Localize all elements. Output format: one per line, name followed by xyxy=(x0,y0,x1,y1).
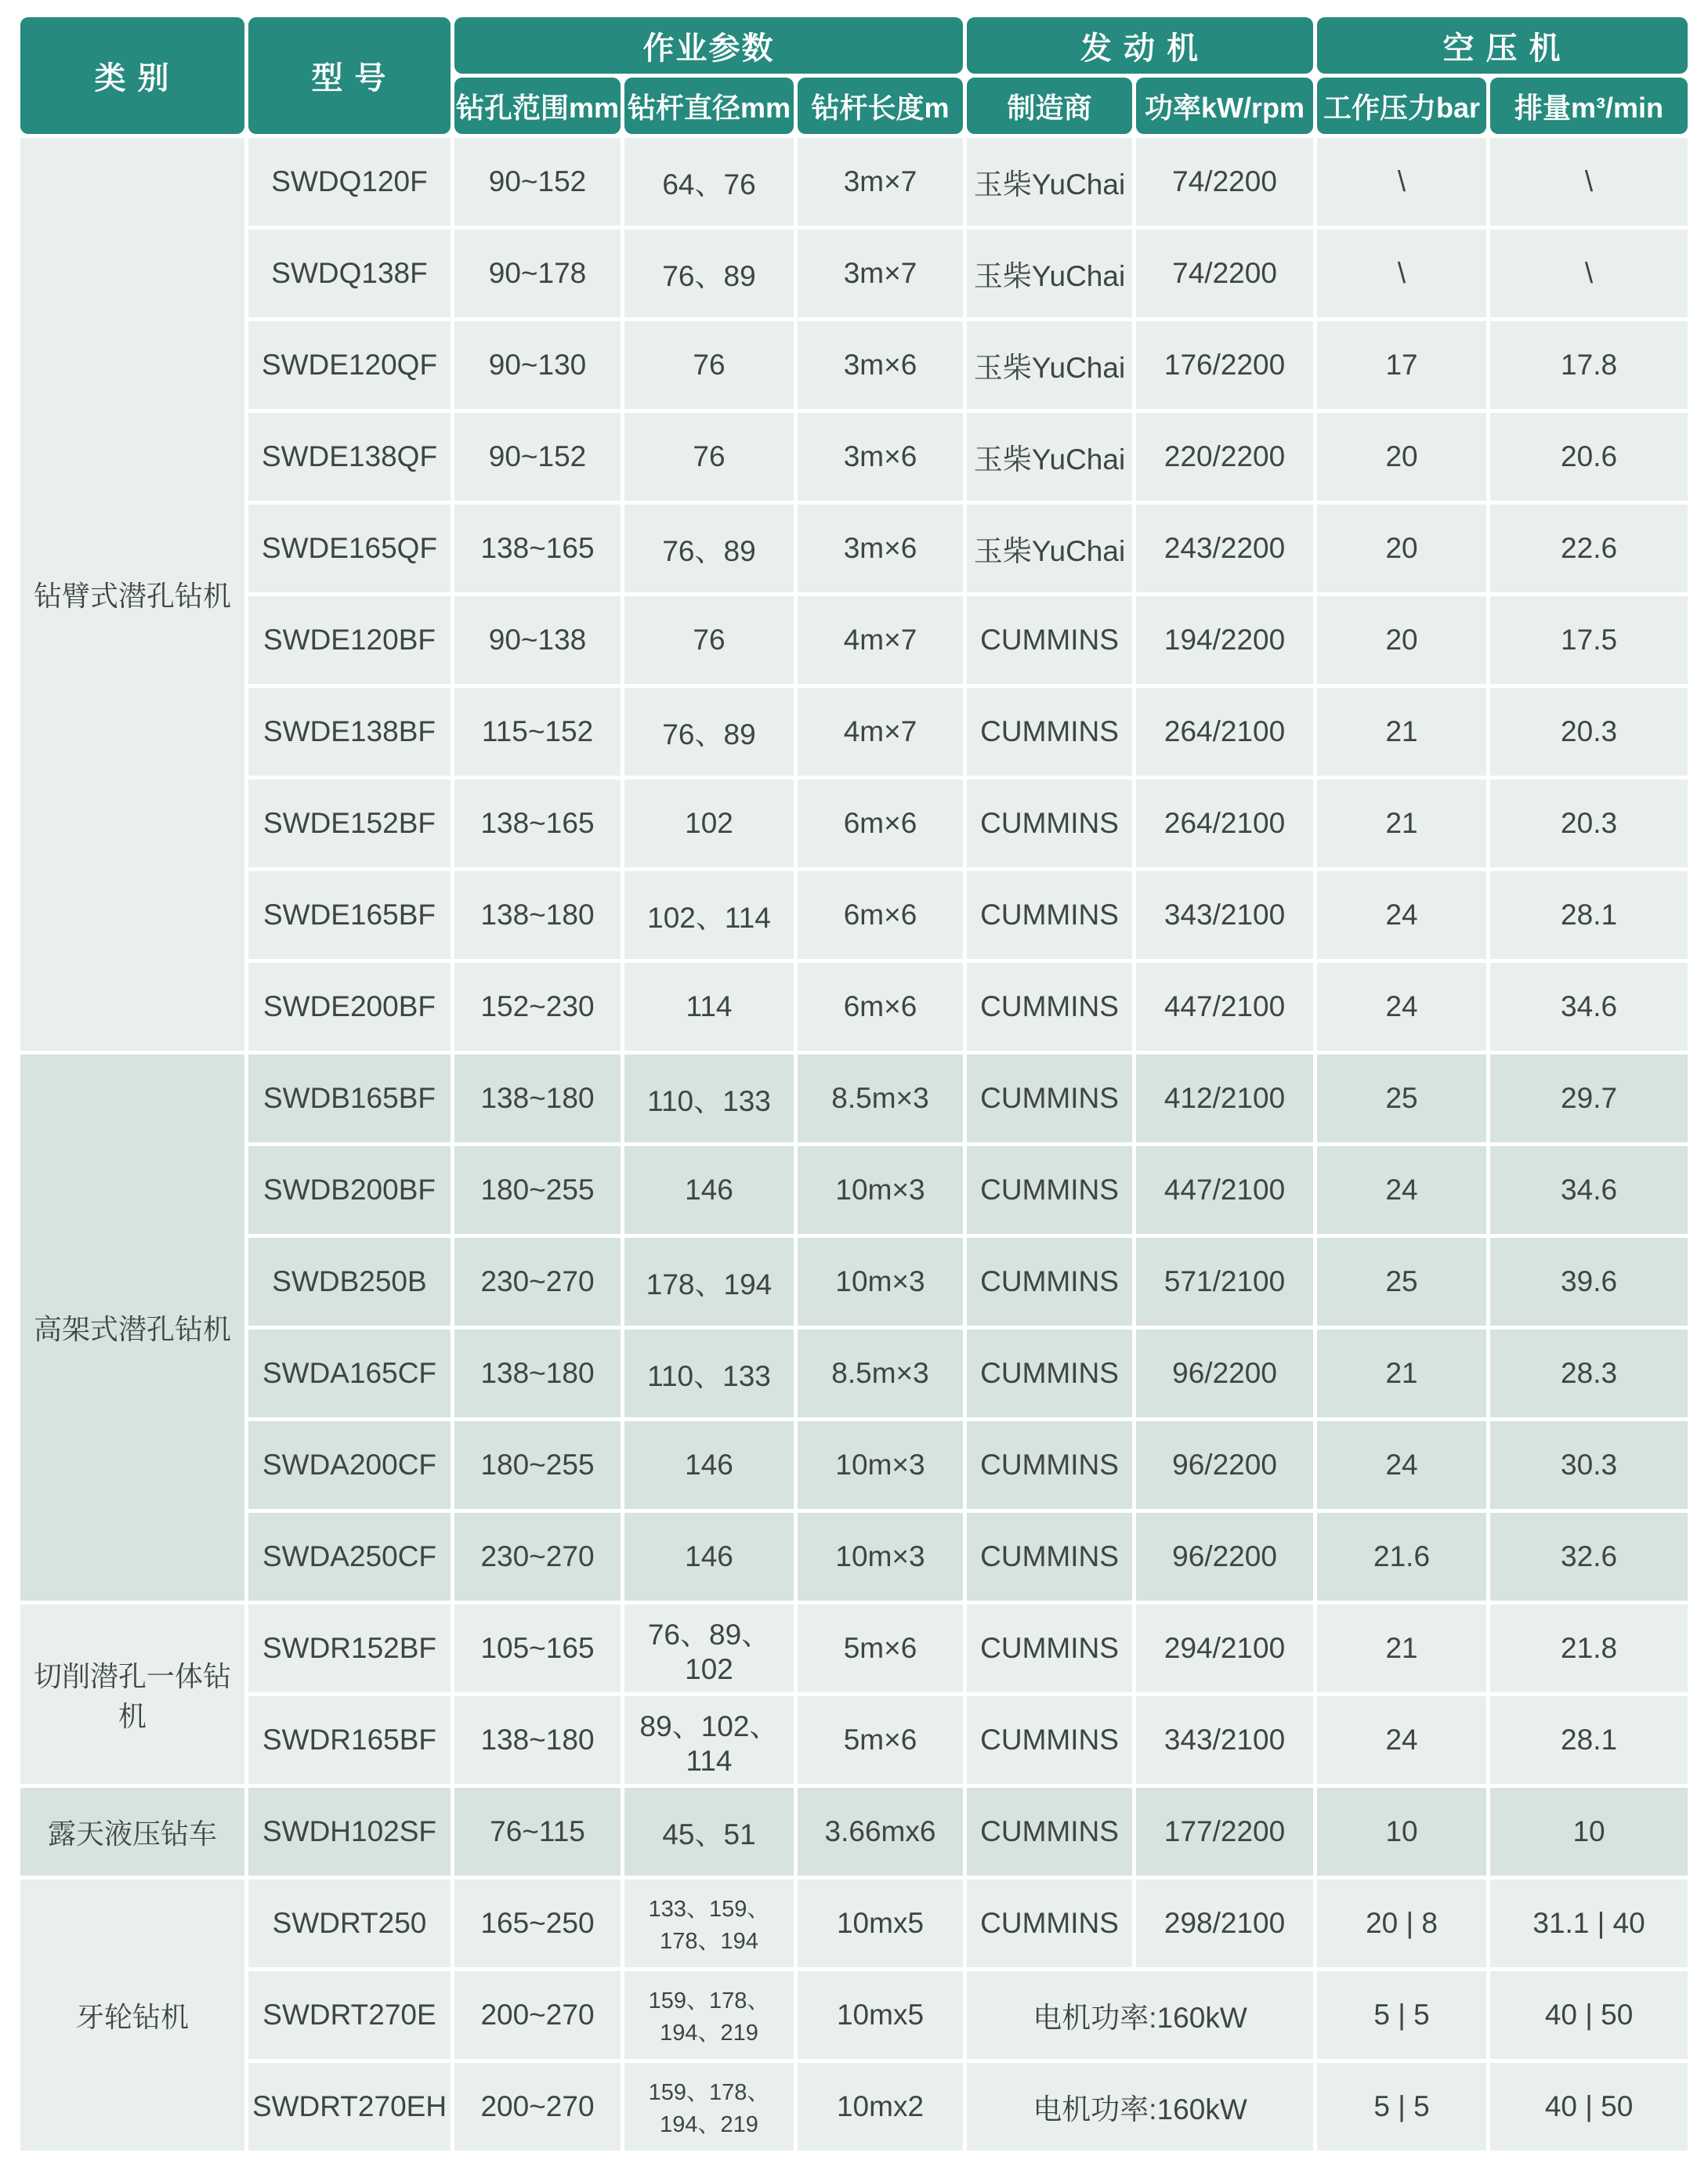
table-row xyxy=(20,1330,1688,1417)
cell-rod: 6m×6 xyxy=(798,963,963,1051)
category-cell: 钻臂式潜孔钻机 xyxy=(20,138,244,1051)
cell-engine-mfr: 玉柴YuChai xyxy=(967,230,1132,317)
cell-diameter: 146 xyxy=(624,1513,794,1601)
cell-displacement: 10 xyxy=(1490,1788,1688,1876)
cell-range: 138~165 xyxy=(454,505,621,592)
cell-engine-mfr: 玉柴YuChai xyxy=(967,505,1132,592)
cell-diameter: 76、89、102 xyxy=(624,1605,794,1692)
table-header xyxy=(20,17,1688,134)
cell-rod: 3m×6 xyxy=(798,505,963,592)
cell-displacement: 21.8 xyxy=(1490,1605,1688,1692)
table-row xyxy=(20,1880,1688,1967)
cell-pressure: 24 xyxy=(1317,1146,1486,1234)
cell-pressure: 20 | 8 xyxy=(1317,1880,1486,1967)
table-row xyxy=(20,1513,1688,1601)
cell-model: SWDA200CF xyxy=(248,1421,451,1509)
cell-power: 194/2200 xyxy=(1136,596,1313,684)
cell-displacement: 20.3 xyxy=(1490,780,1688,867)
cell-diameter: 89、102、114 xyxy=(624,1696,794,1784)
cell-diameter: 102、114 xyxy=(624,871,794,959)
header-rod-diameter: 钻杆直径mm xyxy=(624,78,794,134)
cell-engine-merged: 电机功率:160kW xyxy=(967,1971,1313,2059)
cell-power: 447/2100 xyxy=(1136,1146,1313,1234)
cell-engine-mfr: CUMMINS xyxy=(967,1513,1132,1601)
cell-displacement: \ xyxy=(1490,230,1688,317)
table-row xyxy=(20,505,1688,592)
cell-rod: 3m×6 xyxy=(798,321,963,409)
cell-engine-mfr: 玉柴YuChai xyxy=(967,138,1132,226)
header-category: 类 别 xyxy=(20,17,244,134)
spec-table xyxy=(16,13,1692,2154)
category-cell: 露天液压钻车 xyxy=(20,1788,244,1876)
cell-engine-mfr: CUMMINS xyxy=(967,1421,1132,1509)
cell-displacement: 30.3 xyxy=(1490,1421,1688,1509)
cell-displacement: 34.6 xyxy=(1490,963,1688,1051)
cell-model: SWDA250CF xyxy=(248,1513,451,1601)
cell-pressure: 24 xyxy=(1317,963,1486,1051)
cell-pressure: 5 | 5 xyxy=(1317,2063,1486,2151)
cell-diameter: 64、76 xyxy=(624,138,794,226)
cell-rod: 8.5m×3 xyxy=(798,1330,963,1417)
cell-engine-mfr: CUMMINS xyxy=(967,1330,1132,1417)
header-operating-params: 作业参数 xyxy=(454,17,963,74)
cell-model: SWDE152BF xyxy=(248,780,451,867)
cell-rod: 3m×7 xyxy=(798,138,963,226)
cell-diameter: 76、89 xyxy=(624,505,794,592)
cell-displacement: 28.3 xyxy=(1490,1330,1688,1417)
cell-rod: 3m×7 xyxy=(798,230,963,317)
table-row xyxy=(20,1421,1688,1509)
cell-range: 105~165 xyxy=(454,1605,621,1692)
cell-power: 294/2100 xyxy=(1136,1605,1313,1692)
category-cell: 牙轮钻机 xyxy=(20,1880,244,2151)
cell-rod: 3m×6 xyxy=(798,413,963,501)
table-row xyxy=(20,1971,1688,2059)
table-row xyxy=(20,963,1688,1051)
cell-displacement: 17.5 xyxy=(1490,596,1688,684)
cell-power: 96/2200 xyxy=(1136,1421,1313,1509)
cell-diameter: 114 xyxy=(624,963,794,1051)
cell-range: 138~180 xyxy=(454,1055,621,1142)
cell-range: 90~152 xyxy=(454,413,621,501)
cell-engine-mfr: CUMMINS xyxy=(967,780,1132,867)
cell-displacement: \ xyxy=(1490,138,1688,226)
cell-model: SWDE200BF xyxy=(248,963,451,1051)
cell-power: 343/2100 xyxy=(1136,1696,1313,1784)
header-model: 型 号 xyxy=(248,17,451,134)
cell-power: 298/2100 xyxy=(1136,1880,1313,1967)
cell-rod: 5m×6 xyxy=(798,1696,963,1784)
table-row xyxy=(20,780,1688,867)
table-row xyxy=(20,1696,1688,1784)
cell-engine-mfr: CUMMINS xyxy=(967,871,1132,959)
cell-model: SWDE138QF xyxy=(248,413,451,501)
table-row xyxy=(20,1788,1688,1876)
cell-model: SWDE165BF xyxy=(248,871,451,959)
cell-engine-mfr: CUMMINS xyxy=(967,688,1132,776)
cell-engine-mfr: 玉柴YuChai xyxy=(967,413,1132,501)
header-drill-range: 钻孔范围mm xyxy=(454,78,621,134)
cell-range: 180~255 xyxy=(454,1146,621,1234)
cell-power: 243/2200 xyxy=(1136,505,1313,592)
cell-range: 200~270 xyxy=(454,1971,621,2059)
table-row xyxy=(20,596,1688,684)
cell-diameter: 146 xyxy=(624,1146,794,1234)
cell-engine-mfr: CUMMINS xyxy=(967,1238,1132,1326)
cell-range: 76~115 xyxy=(454,1788,621,1876)
header-rod-length: 钻杆长度m xyxy=(798,78,963,134)
cell-displacement: 29.7 xyxy=(1490,1055,1688,1142)
cell-range: 90~178 xyxy=(454,230,621,317)
cell-displacement: 17.8 xyxy=(1490,321,1688,409)
cell-displacement: 20.6 xyxy=(1490,413,1688,501)
table-row xyxy=(20,688,1688,776)
cell-pressure: \ xyxy=(1317,230,1486,317)
cell-pressure: 21.6 xyxy=(1317,1513,1486,1601)
cell-power: 264/2100 xyxy=(1136,688,1313,776)
cell-power: 412/2100 xyxy=(1136,1055,1313,1142)
cell-pressure: 20 xyxy=(1317,505,1486,592)
cell-model: SWDB250B xyxy=(248,1238,451,1326)
cell-power: 96/2200 xyxy=(1136,1330,1313,1417)
cell-range: 138~180 xyxy=(454,1696,621,1784)
cell-range: 138~165 xyxy=(454,780,621,867)
cell-model: SWDE120QF xyxy=(248,321,451,409)
cell-diameter: 178、194 xyxy=(624,1238,794,1326)
cell-diameter: 133、159、178、194 xyxy=(624,1880,794,1967)
cell-engine-mfr: CUMMINS xyxy=(967,1146,1132,1234)
cell-engine-mfr: CUMMINS xyxy=(967,1788,1132,1876)
cell-power: 74/2200 xyxy=(1136,230,1313,317)
header-compressor: 空 压 机 xyxy=(1317,17,1688,74)
cell-range: 90~138 xyxy=(454,596,621,684)
cell-model: SWDQ120F xyxy=(248,138,451,226)
cell-engine-mfr: CUMMINS xyxy=(967,1880,1132,1967)
cell-model: SWDRT270E xyxy=(248,1971,451,2059)
cell-diameter: 146 xyxy=(624,1421,794,1509)
cell-pressure: 24 xyxy=(1317,1421,1486,1509)
cell-power: 264/2100 xyxy=(1136,780,1313,867)
header-row-groups xyxy=(20,17,1688,74)
cell-engine-merged: 电机功率:160kW xyxy=(967,2063,1313,2151)
cell-diameter: 159、178、194、219 xyxy=(624,1971,794,2059)
cell-model: SWDQ138F xyxy=(248,230,451,317)
table-row xyxy=(20,138,1688,226)
table-row xyxy=(20,321,1688,409)
cell-pressure: 21 xyxy=(1317,780,1486,867)
cell-engine-mfr: CUMMINS xyxy=(967,1055,1132,1142)
cell-pressure: 24 xyxy=(1317,1696,1486,1784)
table-row xyxy=(20,1605,1688,1692)
table-row xyxy=(20,230,1688,317)
cell-model: SWDH102SF xyxy=(248,1788,451,1876)
cell-model: SWDR152BF xyxy=(248,1605,451,1692)
category-cell: 切削潜孔一体钻机 xyxy=(20,1605,244,1784)
header-working-pressure: 工作压力bar xyxy=(1317,78,1486,134)
cell-rod: 3.66mx6 xyxy=(798,1788,963,1876)
cell-engine-mfr: CUMMINS xyxy=(967,963,1132,1051)
cell-rod: 6m×6 xyxy=(798,871,963,959)
cell-diameter: 110、133 xyxy=(624,1330,794,1417)
cell-power: 220/2200 xyxy=(1136,413,1313,501)
cell-range: 138~180 xyxy=(454,871,621,959)
table-row xyxy=(20,2063,1688,2151)
cell-displacement: 40 | 50 xyxy=(1490,1971,1688,2059)
cell-model: SWDA165CF xyxy=(248,1330,451,1417)
category-cell: 高架式潜孔钻机 xyxy=(20,1055,244,1601)
cell-rod: 10m×3 xyxy=(798,1421,963,1509)
cell-pressure: 20 xyxy=(1317,596,1486,684)
cell-pressure: 25 xyxy=(1317,1238,1486,1326)
cell-displacement: 28.1 xyxy=(1490,1696,1688,1784)
cell-model: SWDR165BF xyxy=(248,1696,451,1784)
cell-range: 152~230 xyxy=(454,963,621,1051)
cell-pressure: 24 xyxy=(1317,871,1486,959)
cell-engine-mfr: CUMMINS xyxy=(967,1605,1132,1692)
cell-displacement: 28.1 xyxy=(1490,871,1688,959)
cell-model: SWDRT270EH xyxy=(248,2063,451,2151)
cell-diameter: 76 xyxy=(624,596,794,684)
cell-diameter: 45、51 xyxy=(624,1788,794,1876)
cell-diameter: 159、178、194、219 xyxy=(624,2063,794,2151)
cell-pressure: 21 xyxy=(1317,1605,1486,1692)
header-manufacturer: 制造商 xyxy=(967,78,1132,134)
cell-power: 343/2100 xyxy=(1136,871,1313,959)
cell-range: 230~270 xyxy=(454,1513,621,1601)
cell-range: 138~180 xyxy=(454,1330,621,1417)
cell-pressure: 21 xyxy=(1317,1330,1486,1417)
cell-range: 90~152 xyxy=(454,138,621,226)
cell-pressure: 21 xyxy=(1317,688,1486,776)
table-row xyxy=(20,1055,1688,1142)
cell-displacement: 40 | 50 xyxy=(1490,2063,1688,2151)
cell-rod: 10m×3 xyxy=(798,1146,963,1234)
cell-power: 176/2200 xyxy=(1136,321,1313,409)
cell-rod: 5m×6 xyxy=(798,1605,963,1692)
cell-range: 200~270 xyxy=(454,2063,621,2151)
cell-model: SWDE165QF xyxy=(248,505,451,592)
cell-power: 96/2200 xyxy=(1136,1513,1313,1601)
cell-rod: 6m×6 xyxy=(798,780,963,867)
cell-displacement: 34.6 xyxy=(1490,1146,1688,1234)
cell-diameter: 110、133 xyxy=(624,1055,794,1142)
cell-power: 571/2100 xyxy=(1136,1238,1313,1326)
cell-rod: 10m×3 xyxy=(798,1513,963,1601)
cell-rod: 10m×3 xyxy=(798,1238,963,1326)
cell-power: 74/2200 xyxy=(1136,138,1313,226)
cell-engine-mfr: CUMMINS xyxy=(967,1696,1132,1784)
cell-range: 230~270 xyxy=(454,1238,621,1326)
table-row xyxy=(20,871,1688,959)
cell-engine-mfr: CUMMINS xyxy=(967,596,1132,684)
cell-pressure: 10 xyxy=(1317,1788,1486,1876)
cell-pressure: 20 xyxy=(1317,413,1486,501)
cell-model: SWDE138BF xyxy=(248,688,451,776)
cell-model: SWDE120BF xyxy=(248,596,451,684)
cell-rod: 10mx5 xyxy=(798,1880,963,1967)
cell-power: 177/2200 xyxy=(1136,1788,1313,1876)
cell-rod: 4m×7 xyxy=(798,596,963,684)
cell-rod: 4m×7 xyxy=(798,688,963,776)
cell-displacement: 31.1 | 40 xyxy=(1490,1880,1688,1967)
cell-diameter: 76 xyxy=(624,413,794,501)
header-power: 功率kW/rpm xyxy=(1136,78,1313,134)
cell-range: 165~250 xyxy=(454,1880,621,1967)
table-row xyxy=(20,1238,1688,1326)
cell-rod: 8.5m×3 xyxy=(798,1055,963,1142)
cell-diameter: 76 xyxy=(624,321,794,409)
cell-rod: 10mx2 xyxy=(798,2063,963,2151)
cell-displacement: 39.6 xyxy=(1490,1238,1688,1326)
cell-diameter: 102 xyxy=(624,780,794,867)
cell-model: SWDRT250 xyxy=(248,1880,451,1967)
cell-model: SWDB165BF xyxy=(248,1055,451,1142)
cell-engine-mfr: 玉柴YuChai xyxy=(967,321,1132,409)
cell-range: 115~152 xyxy=(454,688,621,776)
header-displacement: 排量m³/min xyxy=(1490,78,1688,134)
table-body xyxy=(20,138,1688,2151)
cell-pressure: 5 | 5 xyxy=(1317,1971,1486,2059)
cell-pressure: \ xyxy=(1317,138,1486,226)
cell-displacement: 20.3 xyxy=(1490,688,1688,776)
cell-range: 180~255 xyxy=(454,1421,621,1509)
cell-rod: 10mx5 xyxy=(798,1971,963,2059)
cell-range: 90~130 xyxy=(454,321,621,409)
cell-pressure: 25 xyxy=(1317,1055,1486,1142)
table-row xyxy=(20,1146,1688,1234)
cell-displacement: 32.6 xyxy=(1490,1513,1688,1601)
cell-diameter: 76、89 xyxy=(624,230,794,317)
header-engine: 发 动 机 xyxy=(967,17,1313,74)
cell-displacement: 22.6 xyxy=(1490,505,1688,592)
cell-power: 447/2100 xyxy=(1136,963,1313,1051)
cell-model: SWDB200BF xyxy=(248,1146,451,1234)
cell-pressure: 17 xyxy=(1317,321,1486,409)
cell-diameter: 76、89 xyxy=(624,688,794,776)
table-row xyxy=(20,413,1688,501)
